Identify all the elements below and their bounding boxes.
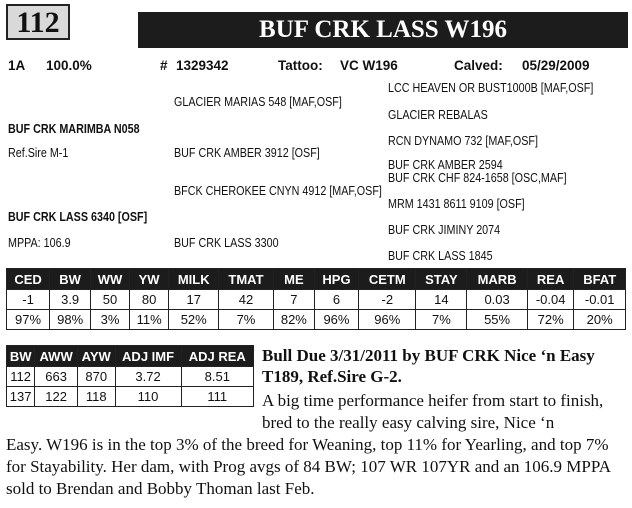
epd-percentile: 7% (416, 310, 467, 330)
epd-header: CETM (359, 269, 416, 290)
ratio-value: 870 (77, 367, 115, 387)
ratio-value: 118 (77, 387, 115, 407)
epd-percent-row (7, 310, 626, 330)
service-headline: Bull Due 3/31/2011 by BUF CRK Nice ‘n Easy T189, Ref.Sire G-2. (262, 346, 595, 386)
tattoo-value: VC W196 (340, 58, 398, 73)
ratio-value: 110 (115, 387, 181, 407)
pedigree-sds: RCN DYNAMO 732 [MAF,OSF] (388, 134, 538, 148)
ratio-header: AWW (35, 346, 78, 367)
epd-header: BW (50, 269, 91, 290)
pedigree-ss: GLACIER MARIAS 548 [MAF,OSF] (174, 95, 342, 109)
dam-mppa: MPPA: 106.9 (8, 236, 71, 250)
epd-percentile: 96% (359, 310, 416, 330)
pedigree-ssd: GLACIER REBALAS (388, 108, 488, 122)
epd-percentile: 52% (169, 310, 219, 330)
epd-value: 17 (169, 290, 219, 310)
epd-value-row (7, 290, 626, 310)
ratio-header-row (7, 346, 254, 367)
sire-ref: Ref.Sire M-1 (8, 146, 69, 160)
ratio-value: 111 (181, 387, 253, 407)
epd-header: MILK (169, 269, 219, 290)
epd-percentile: 72% (527, 310, 573, 330)
epd-percentile: 96% (314, 310, 358, 330)
epd-percentile: 11% (129, 310, 169, 330)
description-part-2: Easy. W196 is in the top 3% of the breed for Weaning, top 11% for Yearling, and top 7% for Stayability. Her dam, with Prog avgs of 84 BW; 107 WR 107YR and an 106.9 MPPA sold to Brendan and Bobby Thoman last Feb. (6, 435, 611, 498)
ratio-row-1 (7, 367, 254, 387)
pedigree-dsd: MRM 1431 8611 9109 [OSF] (388, 197, 525, 211)
epd-header: BFAT (574, 269, 626, 290)
pedigree-sss: LCC HEAVEN OR BUST1000B [MAF,OSF] (388, 81, 594, 95)
ratio-row-2 (7, 387, 254, 407)
ratio-header: BW (7, 346, 35, 367)
ratio-header: AYW (77, 346, 115, 367)
epd-value: -2 (359, 290, 416, 310)
pedigree-dss: BUF CRK CHF 824-1658 [OSC,MAF] (388, 171, 567, 185)
epd-header: WW (91, 269, 130, 290)
calved-date: 05/29/2009 (522, 58, 590, 73)
epd-header: CED (7, 269, 50, 290)
ratio-table (6, 345, 254, 407)
epd-percentile: 98% (50, 310, 91, 330)
pedigree-sire: BUF CRK MARIMBA N058 (8, 122, 140, 136)
ratio-value: 3.72 (115, 367, 181, 387)
ratio-value: 122 (35, 387, 78, 407)
epd-value: -1 (7, 290, 50, 310)
epd-percentile: 3% (91, 310, 130, 330)
ratio-header: ADJ IMF (115, 346, 181, 367)
registration-number: 1329342 (176, 58, 229, 73)
pedigree-sdd: BUF CRK AMBER 2594 (388, 158, 503, 172)
epd-header: HPG (314, 269, 358, 290)
epd-header: MARB (467, 269, 528, 290)
epd-value: 7 (273, 290, 314, 310)
epd-header: ME (273, 269, 314, 290)
epd-percentile: 55% (467, 310, 528, 330)
epd-header: YW (129, 269, 169, 290)
percent: 100.0% (46, 58, 92, 73)
pedigree-dds: BUF CRK JIMINY 2074 (388, 223, 501, 237)
epd-percentile: 20% (574, 310, 626, 330)
ratio-value: 112 (7, 367, 35, 387)
tattoo-label: Tattoo: (278, 58, 323, 73)
epd-value: 50 (91, 290, 130, 310)
epd-percentile: 82% (273, 310, 314, 330)
pedigree-ds: BFCK CHEROKEE CNYN 4912 [MAF,OSF] (174, 184, 382, 198)
pedigree-ddd: BUF CRK LASS 1845 (388, 249, 493, 263)
ratio-header: ADJ REA (181, 346, 253, 367)
animal-name: BUF CRK LASS W196 (138, 12, 628, 48)
epd-header: REA (527, 269, 573, 290)
pedigree-sd: BUF CRK AMBER 3912 [OSF] (174, 146, 320, 160)
epd-value: -0.01 (574, 290, 626, 310)
epd-value: 0.03 (467, 290, 528, 310)
ratio-value: 8.51 (181, 367, 253, 387)
ratio-value: 137 (7, 387, 35, 407)
description-part-1: A big time performance heifer from start to finish, bred to the really easy calving sire, Nice ‘n (262, 391, 604, 432)
reg-prefix: # (160, 58, 168, 73)
epd-header-row (7, 269, 626, 290)
epd-value: 14 (416, 290, 467, 310)
epd-value: 80 (129, 290, 169, 310)
epd-header: TMAT (219, 269, 274, 290)
epd-value: -0.04 (527, 290, 573, 310)
pedigree-dd: BUF CRK LASS 3300 (174, 236, 279, 250)
ratio-value: 663 (35, 367, 78, 387)
category: 1A (8, 58, 26, 73)
lot-number: 112 (6, 4, 70, 40)
epd-header: STAY (416, 269, 467, 290)
pedigree-dam: BUF CRK LASS 6340 [OSF] (8, 210, 148, 224)
epd-value: 42 (219, 290, 274, 310)
epd-table (6, 268, 626, 330)
epd-value: 3.9 (50, 290, 91, 310)
epd-percentile: 97% (7, 310, 50, 330)
epd-value: 6 (314, 290, 358, 310)
calved-label: Calved: (454, 58, 503, 73)
epd-percentile: 7% (219, 310, 274, 330)
